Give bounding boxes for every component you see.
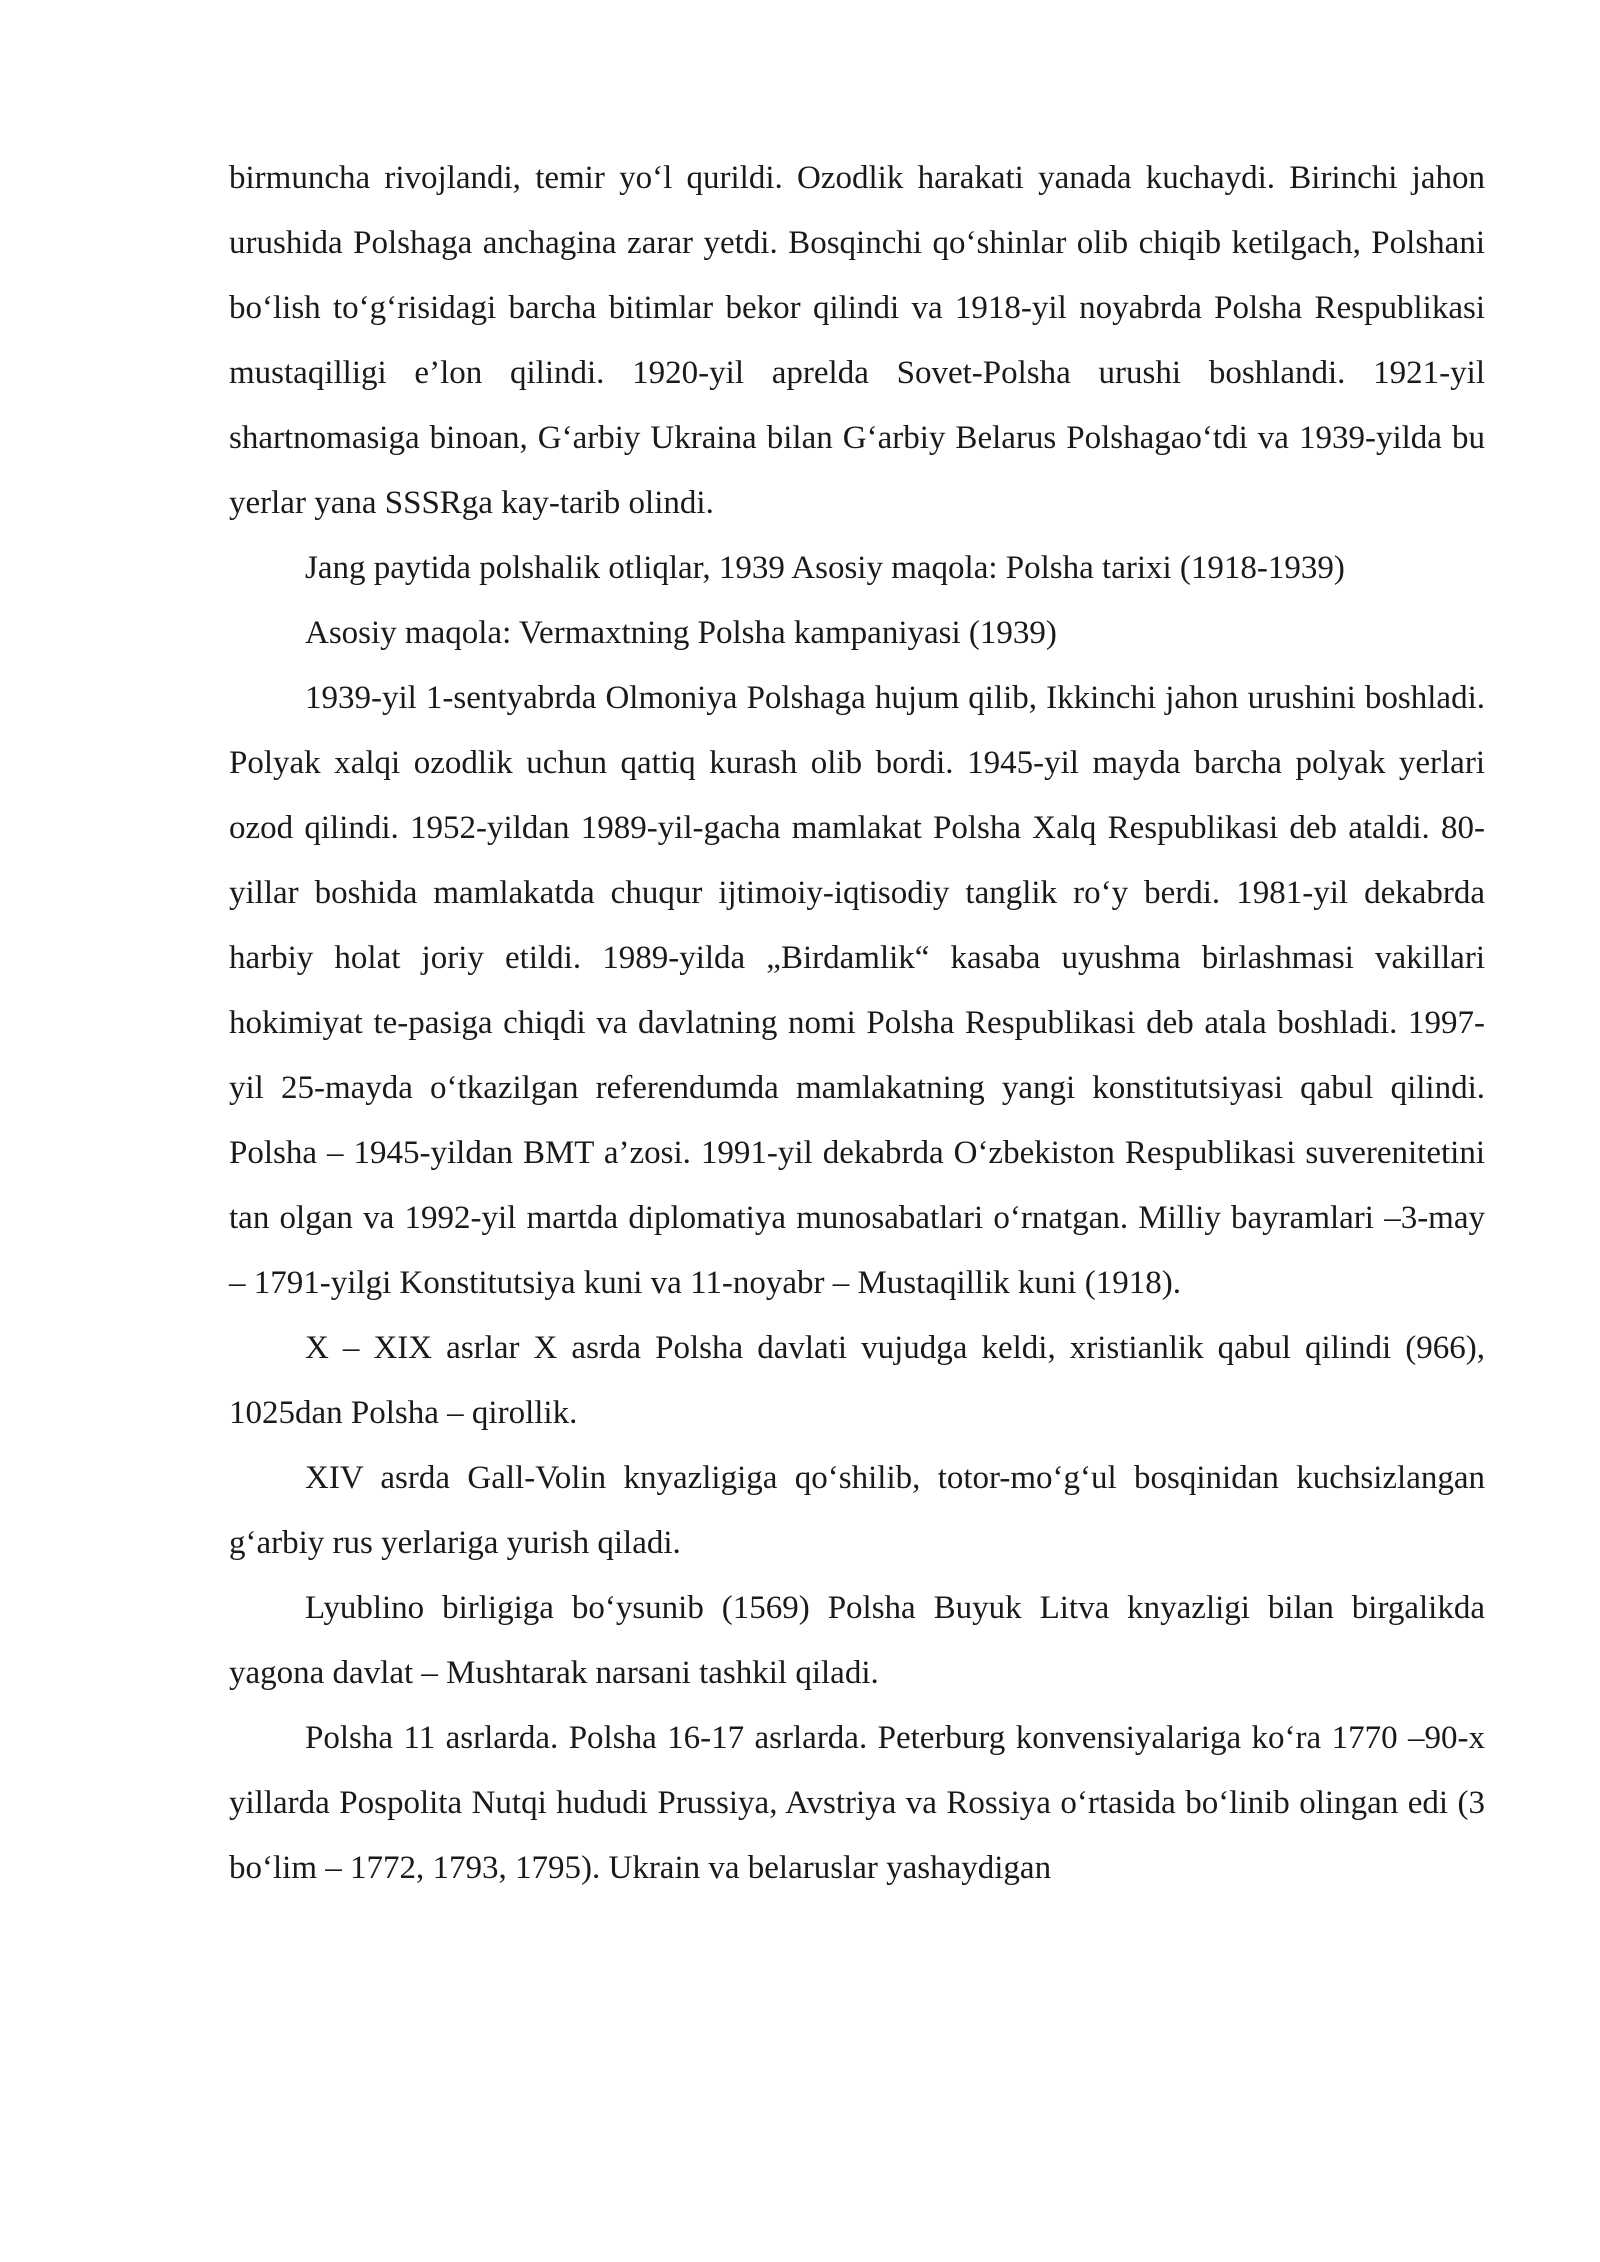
paragraph-5: X – XIX asrlar X asrda Polsha davlati vujudga keldi, xristianlik qabul qilindi (966), 1025dan Polsha – qirollik.	[229, 1330, 1485, 1431]
document-body	[229, 146, 1485, 1901]
paragraph-4: 1939-yil 1-sentyabrda Olmoniya Polshaga hujum qilib, Ikkinchi jahon urushini boshladi. Polyak xalqi ozodlik uchun qattiq kurash olib bordi. 1945-yil mayda barcha polyak yerlari ozod qilindi. 1952-yildan 1989-yil-gacha mamlakat Polsha Xalq Respublikasi deb ataldi. 80-yillar boshida mamlakatda chuqur ijtimoiy-iqtisodiy tanglik ro‘y berdi. 1981-yil dekabrda harbiy holat joriy etildi. 1989-yilda „Birdamlik“ kasaba uyushma birlashmasi vakillari hokimiyat te-pasiga chiqdi va davlatning nomi Polsha Respublikasi deb atala boshladi. 1997-yil 25-mayda o‘tkazilgan referendumda mamlakatning yangi konstitutsiyasi qabul qilindi. Polsha – 1945-yildan BMT a’zosi. 1991-yil dekabrda O‘zbekiston Respublikasi suverenitetini tan olgan va 1992-yil martda diplomatiya munosabatlari o‘rnatgan. Milliy bayramlari –3-may – 1791-yilgi Konstitutsiya kuni va 11-noyabr – Mustaqillik kuni (1918).	[229, 680, 1485, 1301]
paragraph-3: Asosiy maqola: Vermaxtning Polsha kampaniyasi (1939)	[305, 615, 1057, 651]
paragraph-2: Jang paytida polshalik otliqlar, 1939 Asosiy maqola: Polsha tarixi (1918-1939)	[305, 550, 1345, 586]
paragraph-6: XIV asrda Gall-Volin knyazligiga qo‘shilib, totor-mo‘g‘ul bosqinidan kuchsizlangan g‘arbiy rus yerlariga yurish qiladi.	[229, 1460, 1485, 1561]
paragraph-1: birmuncha rivojlandi, temir yo‘l qurildi. Ozodlik harakati yanada kuchaydi. Birinchi jahon urushida Polshaga anchagina zarar yetdi. Bosqinchi qo‘shinlar olib chiqib ketilgach, Polshani bo‘lish to‘g‘risidagi barcha bitimlar bekor qilindi va 1918-yil noyabrda Polsha Respublikasi mustaqilligi e’lon qilindi. 1920-yil aprelda Sovet-Polsha urushi boshlandi. 1921-yil shartnomasiga binoan, G‘arbiy Ukraina bilan G‘arbiy Belarus Polshagao‘tdi va 1939-yilda bu yerlar yana SSSRga kay-tarib olindi.	[229, 160, 1485, 521]
paragraph-7: Lyublino birligiga bo‘ysunib (1569) Polsha Buyuk Litva knyazligi bilan birgalikda yagona davlat – Mushtarak narsani tashkil qiladi.	[229, 1590, 1485, 1691]
paragraph-8: Polsha 11 asrlarda. Polsha 16-17 asrlarda. Peterburg konvensiyalariga ko‘ra 1770 –90-x yillarda Pospolita Nutqi hududi Prussiya, Avstriya va Rossiya o‘rtasida bo‘linib olingan edi (3 bo‘lim – 1772, 1793, 1795). Ukrain va belaruslar yashaydigan	[229, 1720, 1485, 1886]
